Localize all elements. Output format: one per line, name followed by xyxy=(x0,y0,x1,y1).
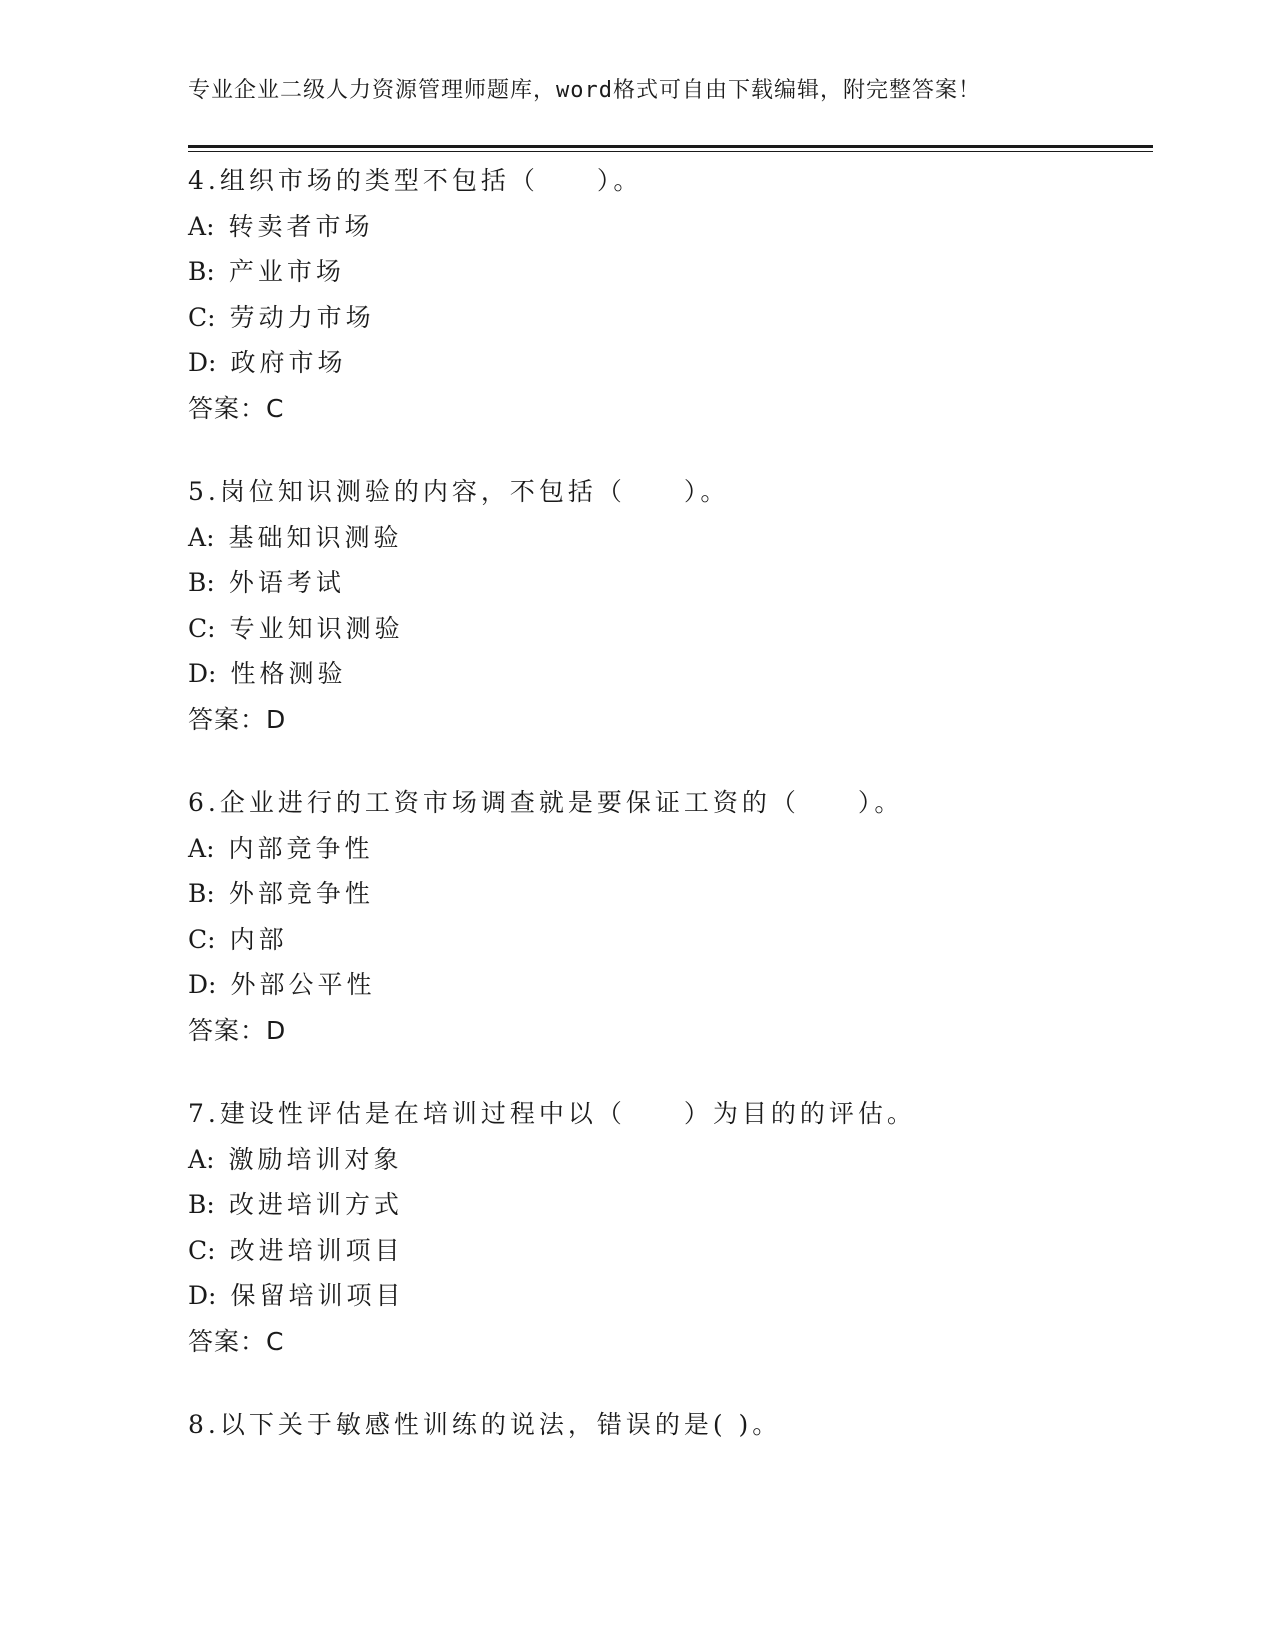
option-text: 外部竞争性 xyxy=(228,879,374,908)
answer-option xyxy=(188,651,1148,697)
option-letter: A xyxy=(188,211,207,241)
option-separator: : xyxy=(206,1144,219,1174)
option-letter: C xyxy=(188,1235,208,1265)
option-letter: A xyxy=(188,522,207,552)
question-title: 4.组织市场的类型不包括（ ）。 xyxy=(188,166,643,195)
question-title: 5.岗位知识测验的内容，不包括（ ）。 xyxy=(188,477,730,506)
answer-option xyxy=(188,871,1148,917)
option-separator: : xyxy=(208,1281,221,1310)
option-text: 保留培训项目 xyxy=(230,1281,405,1310)
option-text: 外部公平性 xyxy=(230,970,376,999)
answer-label: 答案： xyxy=(188,1015,267,1045)
option-separator: : xyxy=(206,211,219,241)
header-rule-thick xyxy=(188,145,1153,148)
answer-option xyxy=(188,1182,1148,1228)
answer-label: 答案： xyxy=(188,704,267,734)
option-text: 内部 xyxy=(229,924,288,954)
question-title: 8.以下关于敏感性训练的说法，错误的是( )。 xyxy=(188,1410,782,1439)
option-separator: : xyxy=(206,833,219,863)
option-letter: D xyxy=(188,348,209,377)
option-separator: : xyxy=(207,1235,220,1265)
option-letter: C xyxy=(188,302,208,332)
option-letter: B xyxy=(188,879,207,908)
option-letter: C xyxy=(188,924,208,954)
answer-option xyxy=(188,340,1148,386)
option-text: 改进培训方式 xyxy=(228,1190,403,1219)
answer-label: 答案： xyxy=(188,393,267,423)
answer-option xyxy=(188,606,1148,652)
option-separator: : xyxy=(206,257,219,286)
option-text: 外语考试 xyxy=(228,568,345,597)
option-separator: : xyxy=(207,302,220,332)
answer-option xyxy=(188,560,1148,606)
question-list xyxy=(188,158,1148,1486)
option-text: 内部竞争性 xyxy=(228,833,374,863)
page-header: 专业企业二级人力资源管理师题库，word格式可自由下载编辑，附完整答案！ xyxy=(188,78,981,103)
option-letter: D xyxy=(188,1281,209,1310)
question-block xyxy=(188,469,1148,742)
answer-label: 答案： xyxy=(188,1326,267,1356)
answer-value: C xyxy=(266,393,285,423)
answer-value: C xyxy=(266,1326,285,1356)
option-text: 改进培训项目 xyxy=(229,1235,404,1265)
option-text: 转卖者市场 xyxy=(228,211,374,241)
answer-option xyxy=(188,295,1148,341)
option-text: 激励培训对象 xyxy=(228,1144,403,1174)
answer-value: D xyxy=(266,704,287,734)
option-letter: B xyxy=(188,257,207,286)
option-separator: : xyxy=(208,659,221,688)
answer-option xyxy=(188,515,1148,561)
option-text: 性格测验 xyxy=(230,659,347,688)
option-text: 产业市场 xyxy=(228,257,345,286)
option-separator: : xyxy=(206,522,219,552)
option-separator: : xyxy=(208,970,221,999)
answer-line xyxy=(188,697,1148,743)
option-text: 基础知识测验 xyxy=(228,522,403,552)
option-letter: D xyxy=(188,970,209,999)
option-separator: : xyxy=(208,348,221,377)
answer-option xyxy=(188,204,1148,250)
header-rule-thin xyxy=(188,151,1153,152)
answer-line xyxy=(188,1319,1148,1365)
option-letter: D xyxy=(188,659,209,688)
option-letter: A xyxy=(188,1144,207,1174)
answer-option xyxy=(188,1228,1148,1274)
option-letter: C xyxy=(188,613,208,643)
question-title: 7.建设性评估是在培训过程中以（ ）为目的的评估。 xyxy=(188,1099,916,1128)
answer-option xyxy=(188,962,1148,1008)
answer-line xyxy=(188,386,1148,432)
answer-option xyxy=(188,917,1148,963)
option-text: 劳动力市场 xyxy=(229,302,375,332)
option-separator: : xyxy=(206,568,219,597)
answer-value: D xyxy=(266,1015,287,1045)
option-separator: : xyxy=(207,613,220,643)
option-text: 政府市场 xyxy=(230,348,347,377)
answer-option xyxy=(188,1137,1148,1183)
answer-line xyxy=(188,1008,1148,1054)
option-separator: : xyxy=(207,924,220,954)
option-letter: B xyxy=(188,1190,207,1219)
option-text: 专业知识测验 xyxy=(229,613,404,643)
question-block xyxy=(188,780,1148,1053)
option-letter: A xyxy=(188,833,207,863)
option-letter: B xyxy=(188,568,207,597)
option-separator: : xyxy=(206,879,219,908)
answer-option xyxy=(188,1273,1148,1319)
question-title: 6.企业进行的工资市场调查就是要保证工资的（ ）。 xyxy=(188,788,904,817)
question-block xyxy=(188,158,1148,431)
answer-option xyxy=(188,826,1148,872)
question-block xyxy=(188,1402,1148,1448)
option-separator: : xyxy=(206,1190,219,1219)
answer-option xyxy=(188,249,1148,295)
question-block xyxy=(188,1091,1148,1364)
